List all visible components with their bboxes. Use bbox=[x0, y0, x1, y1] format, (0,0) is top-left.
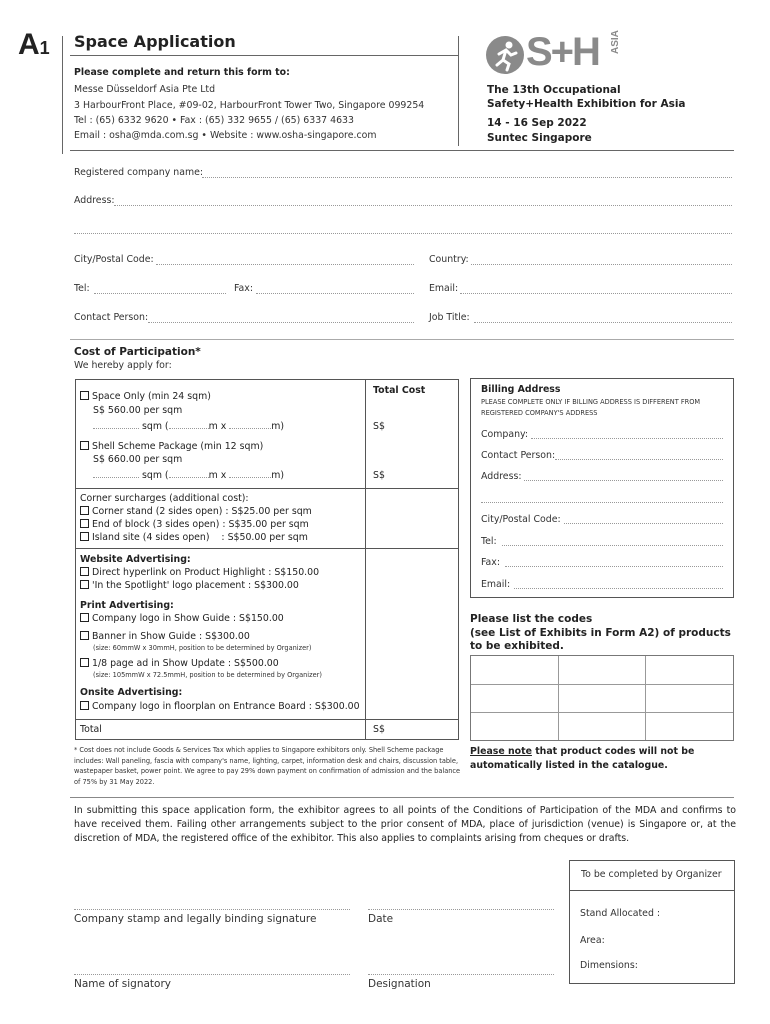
billing-company-field[interactable] bbox=[531, 438, 723, 439]
billing-address-label: Address: bbox=[481, 471, 522, 482]
web-ad-heading: Website Advertising: bbox=[80, 554, 191, 565]
stand-allocated-label: Stand Allocated : bbox=[580, 908, 661, 919]
corner-stand-option[interactable] bbox=[80, 505, 312, 518]
designation-line[interactable] bbox=[368, 974, 554, 975]
billing-tel-label: Tel: bbox=[481, 536, 497, 547]
country-field[interactable] bbox=[471, 264, 732, 265]
total-currency: S$ bbox=[373, 724, 385, 735]
onsite-ad-heading: Onsite Advertising: bbox=[80, 687, 183, 698]
logo-text: S+H bbox=[526, 30, 599, 74]
shell-sqm-field[interactable] bbox=[93, 477, 139, 478]
agreement-rule bbox=[70, 797, 734, 798]
signatory-name-label: Name of signatory bbox=[74, 978, 171, 990]
shell-mx-label: m x bbox=[208, 470, 227, 481]
end-block-label: End of block (3 sides open) : S$35.00 per sqm bbox=[92, 519, 309, 530]
print-logo-option[interactable] bbox=[80, 612, 284, 625]
end-block-checkbox[interactable] bbox=[80, 519, 89, 528]
shell-length-field[interactable] bbox=[169, 477, 209, 478]
billing-email-label: Email: bbox=[481, 579, 511, 590]
cost-table-col-divider bbox=[365, 380, 366, 739]
date-label: Date bbox=[368, 913, 394, 925]
shell-scheme-currency: S$ bbox=[373, 470, 385, 481]
area-label: Area: bbox=[580, 935, 605, 946]
print-banner-option[interactable] bbox=[80, 630, 250, 643]
billing-company-label: Company: bbox=[481, 429, 529, 440]
organizer-name: Messe Düsseldorf Asia Pte Ltd bbox=[74, 84, 216, 95]
space-only-currency: S$ bbox=[373, 421, 385, 432]
space-only-price: S$ 560.00 per sqm bbox=[93, 405, 183, 416]
header-bottom-rule bbox=[70, 150, 734, 151]
space-only-mx-label: m x bbox=[208, 421, 227, 432]
space-only-sqm-field[interactable] bbox=[93, 428, 139, 429]
cost-footnote: * Cost does not include Goods & Services Tax which applies to Singapore exhibitors only. Shell Scheme package includes: Wall paneling, fascia with company's name, lighting, carpet, information desk and chairs, discussion table, wastepaper basket, power point. We agree to pay 29% down payment on confirmation of admission and the balance of 75% by 31 May 2022. bbox=[74, 746, 461, 786]
address-field-line2[interactable] bbox=[74, 233, 732, 234]
web-hyperlink-checkbox[interactable] bbox=[80, 567, 89, 576]
job-title-label: Job Title: bbox=[429, 312, 470, 323]
print-banner-note: (size: 60mmW x 30mmH, position to be determined by Organizer) bbox=[93, 644, 312, 652]
shell-scheme-option[interactable] bbox=[80, 440, 263, 453]
form-code-letter: A bbox=[18, 28, 40, 61]
codes-grid-v2 bbox=[645, 656, 646, 740]
cost-table-row-divider-3 bbox=[76, 719, 458, 720]
corner-stand-checkbox[interactable] bbox=[80, 506, 89, 515]
end-block-option[interactable] bbox=[80, 518, 309, 531]
codes-grid-v1 bbox=[558, 656, 559, 740]
logo-asia: ASIA bbox=[610, 30, 621, 54]
form-code-number: 1 bbox=[39, 38, 50, 58]
stamp-signature-label: Company stamp and legally binding signature bbox=[74, 913, 317, 925]
billing-fax-field[interactable] bbox=[505, 566, 723, 567]
city-postal-field[interactable] bbox=[156, 264, 414, 265]
event-dates: 14 - 16 Sep 2022 bbox=[487, 117, 587, 129]
codes-grid[interactable] bbox=[470, 655, 734, 741]
space-only-dimensions bbox=[93, 420, 284, 433]
codes-note-underlined: Please note bbox=[470, 746, 532, 757]
email-field[interactable] bbox=[460, 293, 732, 294]
space-only-checkbox[interactable] bbox=[80, 391, 89, 400]
codes-grid-h2 bbox=[471, 712, 733, 713]
company-name-label: Registered company name: bbox=[74, 167, 204, 178]
space-only-width-field[interactable] bbox=[229, 428, 271, 429]
cost-rule bbox=[70, 339, 734, 340]
address-label: Address: bbox=[74, 195, 115, 206]
web-hyperlink-option[interactable] bbox=[80, 566, 319, 579]
signatory-name-line[interactable] bbox=[74, 974, 350, 975]
space-only-length-field[interactable] bbox=[169, 428, 209, 429]
web-hyperlink-label: Direct hyperlink on Product Highlight : S$150.00 bbox=[92, 567, 320, 578]
cost-heading: Cost of Participation* bbox=[74, 346, 201, 358]
total-cost-header: Total Cost bbox=[373, 385, 426, 396]
tel-label: Tel: bbox=[74, 283, 90, 294]
billing-heading: Billing Address bbox=[481, 384, 561, 395]
billing-tel-field[interactable] bbox=[502, 545, 723, 546]
island-site-option[interactable] bbox=[80, 531, 308, 544]
organizer-box-divider bbox=[570, 890, 734, 891]
print-ad-note: (size: 105mmW x 72.5mmH, position to be determined by Organizer) bbox=[93, 671, 322, 679]
header-divider-vertical bbox=[62, 36, 63, 154]
island-site-checkbox[interactable] bbox=[80, 532, 89, 541]
designation-label: Designation bbox=[368, 978, 431, 990]
print-banner-checkbox[interactable] bbox=[80, 631, 89, 640]
country-label: Country: bbox=[429, 254, 469, 265]
tel-field[interactable] bbox=[94, 293, 226, 294]
contact-person-field[interactable] bbox=[148, 322, 414, 323]
organizer-phone: Tel : (65) 6332 9620 • Fax : (65) 332 9655 / (65) 6337 4633 bbox=[74, 115, 354, 126]
cost-table-row-divider-1 bbox=[76, 488, 458, 489]
contact-person-label: Contact Person: bbox=[74, 312, 149, 323]
corner-heading: Corner surcharges (additional cost): bbox=[80, 493, 249, 504]
billing-address-field[interactable] bbox=[524, 480, 723, 481]
stamp-signature-line[interactable] bbox=[74, 909, 350, 910]
space-only-mclose-label: m) bbox=[271, 421, 285, 432]
codes-heading-line1: Please list the codes bbox=[470, 613, 593, 625]
event-title-line1: The 13th Occupational bbox=[487, 84, 621, 96]
codes-heading-line2: (see List of Exhibits in Form A2) of products bbox=[470, 627, 731, 639]
space-only-option[interactable] bbox=[80, 390, 211, 403]
web-spotlight-label: 'In the Spotlight' logo placement : S$300.00 bbox=[92, 580, 299, 591]
onsite-logo-label: Company logo in floorplan on Entrance Board : S$300.00 bbox=[92, 701, 360, 712]
organizer-heading: To be completed by Organizer bbox=[581, 869, 722, 880]
print-ad-heading: Print Advertising: bbox=[80, 600, 174, 611]
space-only-label: Space Only (min 24 sqm) bbox=[92, 391, 211, 402]
codes-note-rest: that product codes will not be automatically listed in the catalogue. bbox=[470, 746, 695, 771]
billing-contact-field[interactable] bbox=[555, 459, 723, 460]
corner-stand-label: Corner stand (2 sides open) : S$25.00 per sqm bbox=[92, 506, 312, 517]
job-title-field[interactable] bbox=[474, 322, 732, 323]
island-site-label: Island site (4 sides open) : S$50.00 per sqm bbox=[92, 532, 308, 543]
billing-city-label: City/Postal Code: bbox=[481, 514, 561, 525]
agreement-text: In submitting this space application form, the exhibitor agrees to all points of the Conditions of Participation of the MDA and confirms to have received them. Failing other arrangements subject to the prior consent of MDA, place of jurisdiction (venue) is Singapore or, at the discretion of MDA, the registered office of the exhibitor. This also applies to complaints arising from cheques or drafts. bbox=[74, 805, 736, 844]
print-banner-label: Banner in Show Guide : S$300.00 bbox=[92, 631, 250, 642]
shell-sqm-label: sqm ( bbox=[141, 470, 169, 481]
onsite-logo-option[interactable] bbox=[80, 700, 360, 713]
billing-fax-label: Fax: bbox=[481, 557, 500, 568]
space-only-sqm-label: sqm ( bbox=[141, 421, 169, 432]
print-ad-checkbox[interactable] bbox=[80, 658, 89, 667]
company-name-field[interactable] bbox=[202, 177, 732, 178]
osh-logo bbox=[486, 30, 634, 78]
fax-field[interactable] bbox=[256, 293, 414, 294]
date-line[interactable] bbox=[368, 909, 554, 910]
city-postal-label: City/Postal Code: bbox=[74, 254, 154, 265]
shell-mclose-label: m) bbox=[271, 470, 285, 481]
page-title: Space Application bbox=[74, 32, 236, 51]
print-ad-label: 1/8 page ad in Show Update : S$500.00 bbox=[92, 658, 279, 669]
codes-heading-line3: to be exhibited. bbox=[470, 640, 564, 652]
organizer-address: 3 HarbourFront Place, #09-02, HarbourFront Tower Two, Singapore 099254 bbox=[74, 100, 425, 111]
header-vertical-right bbox=[458, 36, 459, 146]
web-spotlight-option[interactable] bbox=[80, 579, 299, 592]
header-rule bbox=[70, 55, 458, 56]
email-label: Email: bbox=[429, 283, 459, 294]
shell-scheme-checkbox[interactable] bbox=[80, 441, 89, 450]
billing-email-field[interactable] bbox=[514, 588, 723, 589]
billing-contact-label: Contact Person: bbox=[481, 450, 556, 461]
codes-note bbox=[470, 745, 738, 773]
cost-subheading: We hereby apply for: bbox=[74, 360, 172, 371]
total-label: Total bbox=[80, 724, 102, 735]
form-code bbox=[18, 28, 50, 62]
runner-icon bbox=[486, 36, 524, 74]
organizer-email: Email : osha@mda.com.sg • Website : www.osha-singapore.com bbox=[74, 130, 377, 141]
billing-city-field[interactable] bbox=[564, 523, 723, 524]
print-logo-label: Company logo in Show Guide : S$150.00 bbox=[92, 613, 284, 624]
print-logo-checkbox[interactable] bbox=[80, 613, 89, 622]
event-venue: Suntec Singapore bbox=[487, 132, 592, 144]
web-spotlight-checkbox[interactable] bbox=[80, 580, 89, 589]
billing-address-field-line2[interactable] bbox=[481, 502, 723, 503]
event-title-line2: Safety+Health Exhibition for Asia bbox=[487, 98, 686, 110]
onsite-logo-checkbox[interactable] bbox=[80, 701, 89, 710]
billing-note: PLEASE COMPLETE ONLY IF BILLING ADDRESS IS DIFFERENT FROM REGISTERED COMPANY'S ADDRESS bbox=[481, 398, 701, 417]
shell-scheme-dimensions bbox=[93, 469, 284, 482]
print-ad-option[interactable] bbox=[80, 657, 279, 670]
shell-scheme-label: Shell Scheme Package (min 12 sqm) bbox=[92, 441, 264, 452]
dimensions-label: Dimensions: bbox=[580, 960, 638, 971]
cost-table-row-divider-2 bbox=[76, 548, 458, 549]
fax-label: Fax: bbox=[234, 283, 253, 294]
shell-scheme-price: S$ 660.00 per sqm bbox=[93, 454, 183, 465]
shell-width-field[interactable] bbox=[229, 477, 271, 478]
codes-grid-h1 bbox=[471, 684, 733, 685]
address-field[interactable] bbox=[114, 205, 732, 206]
return-instruction: Please complete and return this form to: bbox=[74, 67, 290, 78]
